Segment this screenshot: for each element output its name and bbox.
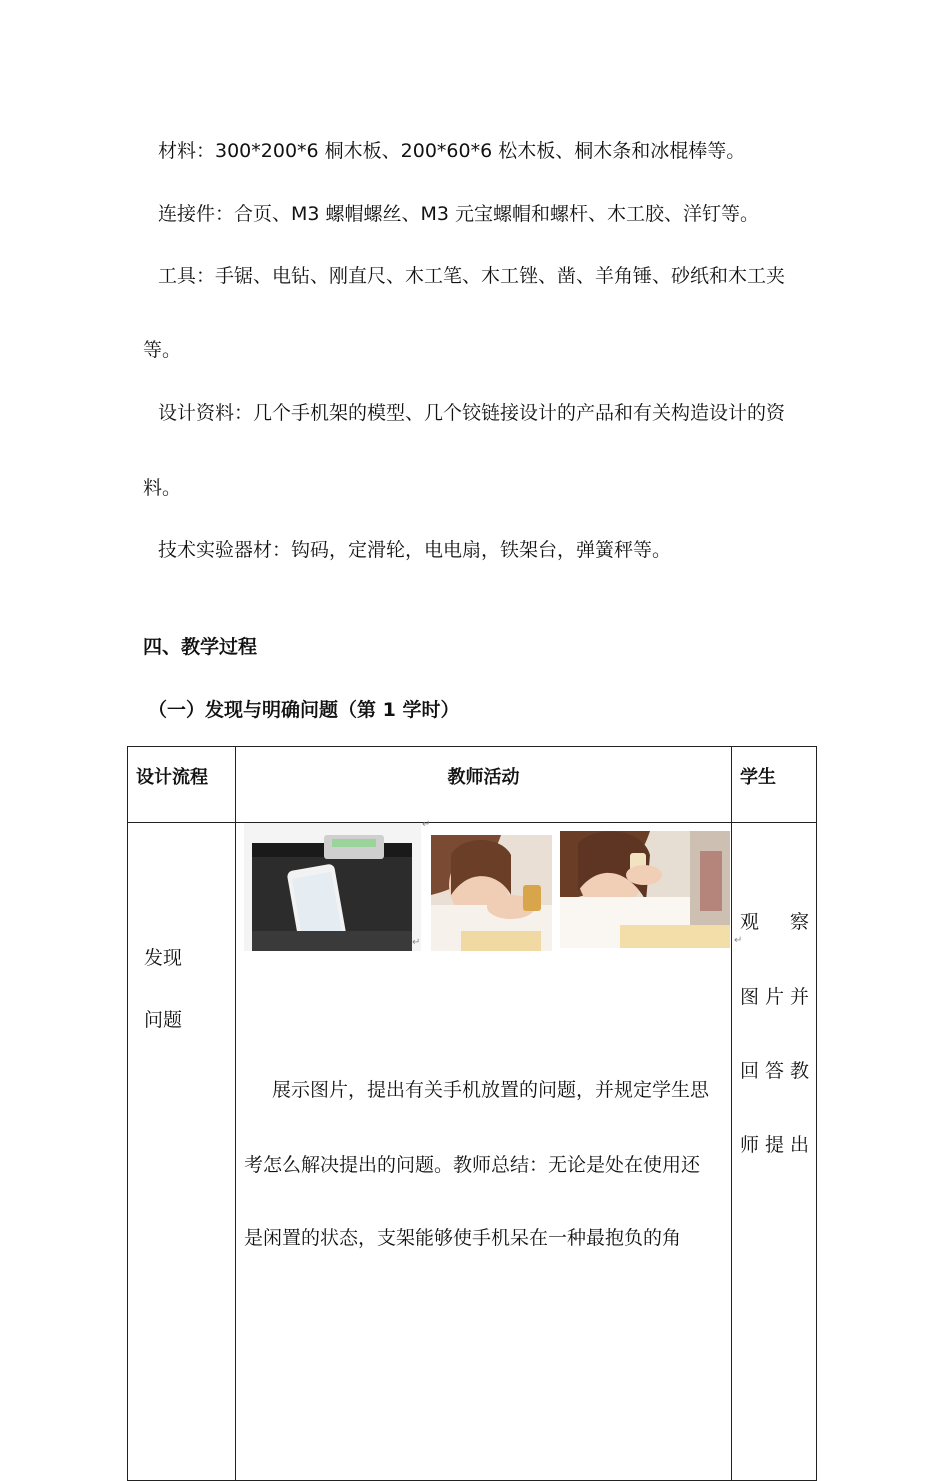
stage-label-line1: 发现 (144, 947, 183, 969)
stage-cell (128, 823, 236, 1481)
teacher-activity-line1: 展示图片，提出有关手机放置的问题，并规定学生思 (272, 1079, 710, 1101)
table-header-row (128, 747, 817, 823)
subsection-heading: （一）发现与明确问题（第 1 学时） (148, 699, 460, 721)
student-activity-line3: 回答教 (740, 1060, 816, 1082)
stage-label-line2: 问题 (144, 1009, 183, 1031)
paragraph-mark-2: ↵ (422, 819, 431, 830)
student-activity-line2: 图片并 (740, 986, 816, 1008)
teacher-activity-line3: 是闲置的状态，支架能够使手机呆在一种最抱负的角 (244, 1227, 682, 1249)
student-activity-cell (732, 823, 817, 1481)
teacher-activity-line2: 考怎么解决提出的问题。教师总结：无论是处在使用还 (244, 1154, 701, 1176)
section-heading: 四、教学过程 (143, 636, 258, 658)
header-student: 学生 (740, 767, 776, 788)
equipment-paragraph: 技术实验器材：钩码，定滑轮，电电扇，铁架台，弹簧秤等。 (158, 539, 672, 561)
lesson-table (127, 746, 817, 1481)
header-design-flow: 设计流程 (136, 767, 208, 788)
students-phone-photo-2 (560, 831, 730, 948)
header-cell-teacher-activity (236, 747, 732, 823)
table-row (128, 823, 817, 1481)
phone-on-desk-photo (244, 823, 421, 951)
header-cell-design-flow (128, 747, 236, 823)
header-cell-student (732, 747, 817, 823)
tools-paragraph-line1: 工具：手锯、电钻、刚直尺、木工笔、木工锉、凿、羊角锤、砂纸和木工夹 (158, 265, 786, 287)
student-activity-line4: 师提出 (740, 1134, 816, 1156)
connectors-paragraph: 连接件：合页、M3 螺帽螺丝、M3 元宝螺帽和螺杆、木工胶、洋钉等。 (158, 203, 760, 225)
students-phone-photo-1 (431, 835, 552, 951)
design-paragraph-line2: 料。 (143, 477, 182, 499)
paragraph-mark-1: ↵ (412, 937, 421, 948)
materials-paragraph: 材料：300*200*6 桐木板、200*60*6 松木板、桐木条和冰棍棒等。 (158, 140, 746, 162)
tools-paragraph-line2: 等。 (143, 339, 182, 361)
student-activity-line1: 观 察 (740, 911, 816, 933)
header-teacher-activity: 教师活动 (447, 767, 520, 788)
design-paragraph-line1: 设计资料：几个手机架的模型、几个铰链接设计的产品和有关构造设计的资 (158, 402, 786, 424)
paragraph-mark-3: ↵ (734, 935, 743, 946)
teacher-activity-cell (236, 819, 732, 1481)
